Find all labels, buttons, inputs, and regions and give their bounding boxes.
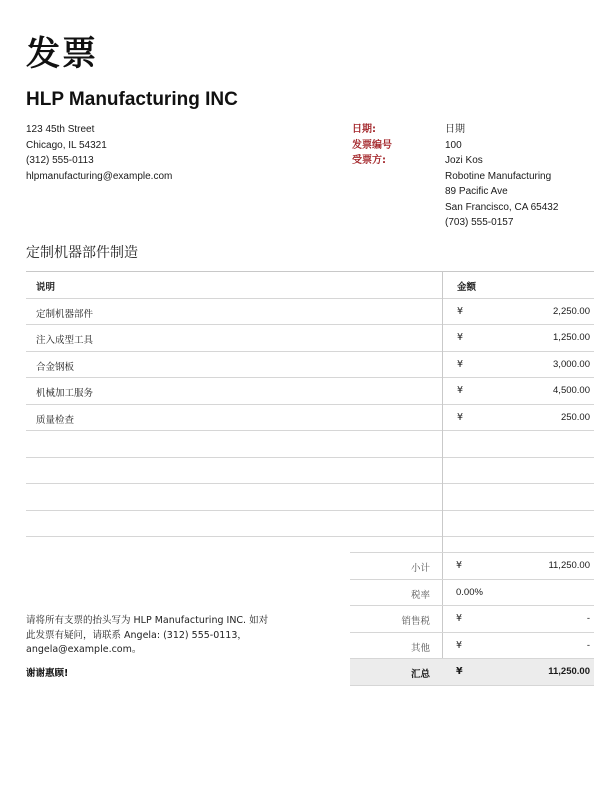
totals-block: [350, 552, 594, 686]
tax-rate-row: [350, 579, 594, 606]
sales-tax-label: 销售税: [401, 616, 430, 627]
table-row: [26, 377, 594, 404]
currency-symbol: ¥: [456, 613, 463, 624]
amount-column-header: 金额: [457, 282, 477, 293]
table-row: [26, 430, 594, 457]
bill-to-company: Robotine Manufacturing: [445, 170, 552, 182]
item-description: 定制机器部件: [36, 308, 94, 320]
invoice-title: 发票: [26, 34, 98, 74]
table-row: [26, 324, 594, 351]
total-label: 汇总: [410, 669, 430, 680]
other-value: -: [586, 639, 590, 651]
currency-symbol: ¥: [457, 332, 464, 343]
other-label: 其他: [410, 642, 430, 654]
table-header-row: [26, 271, 594, 298]
sales-tax-value: -: [586, 613, 590, 624]
bill-to-street: 89 Pacific Ave: [445, 186, 508, 197]
bill-to-city: San Francisco, CA 65432: [445, 201, 559, 213]
company-address: [26, 122, 172, 184]
table-row: [26, 483, 594, 510]
sales-tax-row: [350, 605, 594, 632]
item-amount: 3,000.00: [553, 358, 590, 370]
invoice-number-label: 发票编号: [352, 139, 392, 151]
currency-symbol: ¥: [456, 639, 463, 651]
total-row: [350, 658, 594, 686]
company-name: HLP Manufacturing INC: [26, 89, 238, 110]
date-label: 日期:: [352, 124, 376, 135]
company-email: hlpmanufacturing@example.com: [26, 170, 173, 182]
currency-symbol: ¥: [457, 305, 464, 317]
currency-symbol: ¥: [457, 411, 464, 423]
payment-note: 请将所有支票的抬头写为 HLP Manufacturing INC. 如对此发票有疑问，请联系 Angela: (312) 555-0113，angela@example.com。: [26, 615, 269, 655]
item-amount: 250.00: [560, 411, 590, 423]
table-row: [26, 457, 594, 484]
date-value: 日期: [445, 124, 465, 135]
invoice-meta-values: [445, 122, 558, 231]
item-description: 合金钢板: [36, 361, 75, 373]
subtotal-label: 小计: [410, 563, 430, 574]
bill-to-phone: (703) 555-0157: [445, 217, 514, 228]
table-row: [26, 298, 594, 325]
subtotal-row: [350, 552, 594, 579]
item-amount: 1,250.00: [553, 332, 590, 343]
description-column-header: 说明: [36, 282, 56, 293]
company-phone: (312) 555-0113: [26, 155, 94, 166]
bill-to-name: Jozi Kos: [445, 155, 483, 166]
invoice-meta-labels: [352, 122, 392, 169]
table-row: [26, 351, 594, 378]
table-row: [26, 404, 594, 431]
total-value: 11,250.00: [548, 666, 590, 677]
company-city: Chicago, IL 54321: [26, 139, 107, 151]
thank-you-text: 谢谢惠顾!: [26, 668, 69, 679]
other-row: [350, 632, 594, 659]
item-amount: 4,500.00: [553, 385, 590, 396]
company-street: 123 45th Street: [26, 124, 95, 135]
item-amount: 2,250.00: [553, 305, 590, 317]
tax-rate-value: 0.00%: [456, 586, 483, 598]
project-title: 定制机器部件制造: [26, 245, 138, 261]
item-description: 质量检查: [36, 414, 75, 426]
line-items-table: [26, 271, 594, 563]
currency-symbol: ¥: [457, 385, 464, 396]
item-description: 注入成型工具: [36, 335, 94, 346]
currency-symbol: ¥: [456, 666, 463, 677]
item-description: 机械加工服务: [36, 388, 94, 399]
subtotal-value: 11,250.00: [548, 560, 590, 571]
bill-to-label: 受票方:: [352, 155, 386, 166]
invoice-number-value: 100: [445, 139, 462, 151]
tax-rate-label: 税率: [410, 589, 430, 601]
currency-symbol: ¥: [456, 560, 463, 571]
table-row: [26, 510, 594, 537]
currency-symbol: ¥: [457, 358, 464, 370]
